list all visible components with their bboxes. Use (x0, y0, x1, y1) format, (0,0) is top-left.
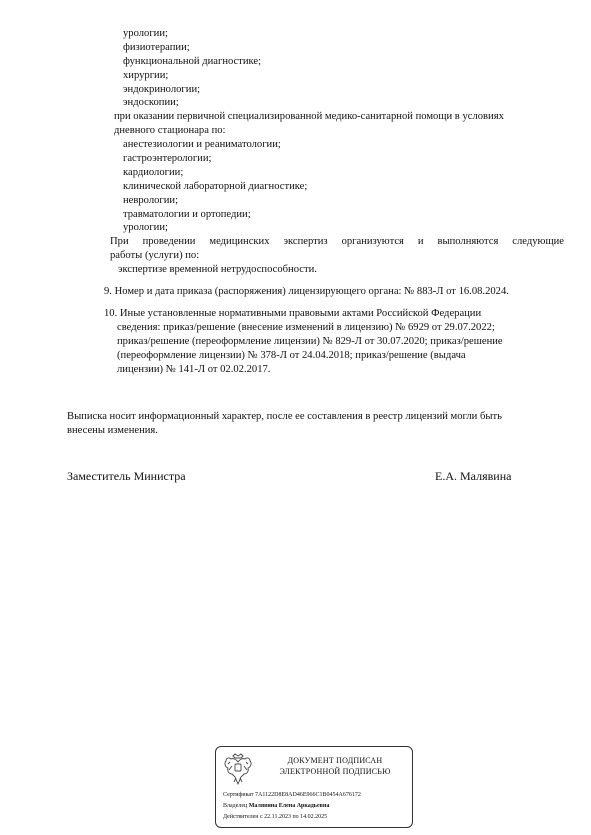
stamp-title-line2: ЭЛЕКТРОННОЙ ПОДПИСЬЮ (279, 767, 391, 776)
stamp-title-line1: ДОКУМЕНТ ПОДПИСАН (287, 756, 383, 765)
item-9-order: 9. Номер и дата приказа (распоряжения) лицензирующего органа: № 883-Л от 16.08.2024. (104, 286, 509, 297)
list-item: физиотерапии; (123, 42, 190, 53)
double-headed-eagle-icon (222, 753, 254, 787)
note-line2: внесены изменения. (67, 425, 158, 436)
paragraph-day-hospital-line2: дневного стационара по: (114, 125, 226, 136)
list-item: неврологии; (123, 195, 179, 206)
list-item: экспертизе временной нетрудоспособности. (118, 264, 317, 275)
stamp-certificate: Сертификат 7A1122D8E8AD46E966C1B0454A676172 (223, 792, 361, 798)
list-item: гастроэнтерологии; (123, 153, 212, 164)
stamp-owner-name: Малявина Елена Аркадьевна (248, 803, 330, 809)
list-item: травматологии и ортопедии; (123, 209, 251, 220)
list-item: кардиологии; (123, 167, 184, 178)
list-item: функциональной диагностике; (123, 56, 262, 67)
item-10-line: приказ/решение (переоформление лицензии) № 829-Л от 30.07.2020; приказ/решение (117, 336, 503, 347)
electronic-signature-stamp (215, 746, 413, 828)
stamp-validity: Действителен с 22.11.2023 по 14.02.2025 (223, 814, 328, 820)
item-10-line: 10. Иные установленные нормативными правовыми актами Российской Федерации (104, 308, 482, 319)
list-item: хирургии; (123, 70, 169, 81)
signatory-position: Заместитель Министра (67, 469, 186, 483)
list-item: клинической лабораторной диагностике; (123, 181, 308, 192)
list-item: эндоскопии; (123, 97, 179, 108)
note-line1: Выписка носит информационный характер, после ее составления в реестр лицензий могли быть (67, 411, 502, 422)
list-item: урологии; (123, 222, 168, 233)
list-item: эндокринологии; (123, 84, 201, 95)
item-10-line: лицензии) № 141-Л от 02.02.2017. (117, 364, 271, 375)
paragraph-expertise-line2: работы (услуги) по: (110, 250, 200, 261)
list-item: урологии; (123, 28, 168, 39)
paragraph-day-hospital-line1: при оказании первичной специализированной медико-санитарной помощи в условиях (114, 111, 504, 122)
item-10-line: сведения: приказ/решение (внесение изменений в лицензию) № 6929 от 29.07.2022; (117, 322, 495, 333)
stamp-owner (223, 802, 329, 810)
signatory-name: Е.А. Малявина (435, 469, 512, 483)
paragraph-expertise-line1: При проведении медицинских экспертиз организуются и выполняются следующие (110, 236, 564, 247)
stamp-owner-label: Владелец (223, 803, 248, 809)
list-item: анестезиологии и реаниматологии; (123, 139, 281, 150)
item-10-line: (переоформление лицензии) № 378-Л от 24.04.2018; приказ/решение (выдача (117, 350, 466, 361)
